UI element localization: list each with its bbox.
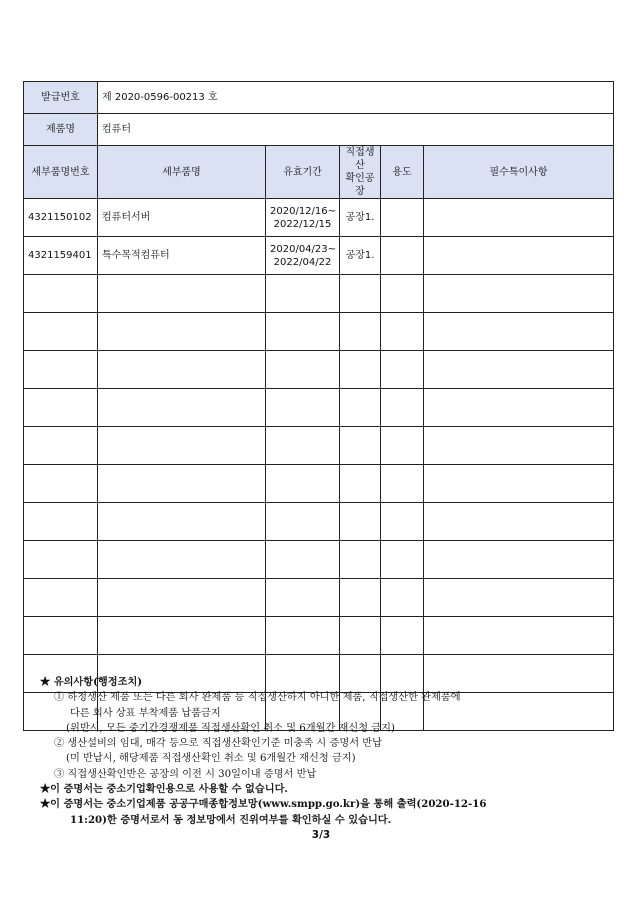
page-number: 3/3 bbox=[311, 829, 331, 841]
empty-cell bbox=[98, 579, 266, 617]
empty-cell bbox=[98, 313, 266, 351]
header-notes: 필수특이사항 bbox=[424, 146, 614, 199]
empty-cell bbox=[424, 427, 614, 465]
empty-cell bbox=[266, 503, 340, 541]
empty-cell bbox=[24, 313, 98, 351]
empty-cell bbox=[98, 351, 266, 389]
empty-cell bbox=[266, 351, 340, 389]
empty-cell bbox=[340, 351, 381, 389]
empty-cell bbox=[340, 313, 381, 351]
empty-cell bbox=[24, 541, 98, 579]
empty-cell bbox=[381, 503, 424, 541]
notes-heading: ★ 유의사항(행정조치) bbox=[40, 676, 143, 688]
note-item-1-line-3: (위반시, 모든 중기간경쟁제품 직접생산확인 취소 및 6개월간 재신청 금지) bbox=[66, 722, 395, 734]
notes-section bbox=[40, 675, 620, 828]
header-factory bbox=[340, 146, 381, 199]
row-notes bbox=[424, 237, 614, 275]
empty-row bbox=[24, 313, 614, 351]
empty-cell bbox=[340, 465, 381, 503]
header-factory-line2: 확인공장 bbox=[345, 173, 375, 197]
header-factory-line1: 직접생산 bbox=[345, 147, 375, 171]
empty-cell bbox=[98, 465, 266, 503]
row-factory: 공장1. bbox=[340, 237, 381, 275]
header-validity: 유효기간 bbox=[266, 146, 340, 199]
empty-cell bbox=[24, 389, 98, 427]
table-row bbox=[24, 237, 614, 275]
row-name: 특수목적컴퓨터 bbox=[98, 237, 266, 275]
empty-cell bbox=[381, 465, 424, 503]
empty-cell bbox=[424, 465, 614, 503]
row-usage bbox=[381, 237, 424, 275]
empty-cell bbox=[340, 617, 381, 655]
empty-cell bbox=[266, 579, 340, 617]
row-notes bbox=[424, 199, 614, 237]
empty-cell bbox=[424, 351, 614, 389]
note-item-3: ③ 직접생산확인반은 공장의 이전 시 30일이내 증명서 반납 bbox=[54, 768, 317, 780]
empty-cell bbox=[98, 275, 266, 313]
empty-row bbox=[24, 427, 614, 465]
note-item-2-line-1: ② 생산설비의 임대, 매각 등으로 직접생산확인기준 미충족 시 증명서 반납 bbox=[54, 738, 382, 750]
empty-cell bbox=[381, 313, 424, 351]
empty-cell bbox=[381, 275, 424, 313]
empty-cell bbox=[266, 465, 340, 503]
table-row bbox=[24, 199, 614, 237]
column-header-row bbox=[24, 146, 614, 199]
empty-row bbox=[24, 351, 614, 389]
empty-cell bbox=[424, 275, 614, 313]
empty-cell bbox=[381, 427, 424, 465]
empty-cell bbox=[424, 579, 614, 617]
row-validity-to: 2022/04/22 bbox=[273, 256, 332, 268]
note-item-1-line-2: 다른 회사 상표 부착제품 납품금지 bbox=[70, 707, 221, 719]
issue-number-value: 제 2020-0596-00213 호 bbox=[98, 82, 614, 114]
empty-cell bbox=[98, 617, 266, 655]
empty-cell bbox=[24, 503, 98, 541]
row-validity-to: 2022/12/15 bbox=[273, 218, 332, 230]
header-usage: 용도 bbox=[381, 146, 424, 199]
empty-cell bbox=[24, 617, 98, 655]
empty-cell bbox=[24, 275, 98, 313]
empty-cell bbox=[98, 503, 266, 541]
empty-row bbox=[24, 275, 614, 313]
empty-cell bbox=[266, 541, 340, 579]
row-validity bbox=[266, 237, 340, 275]
empty-cell bbox=[340, 503, 381, 541]
empty-cell bbox=[266, 275, 340, 313]
empty-cell bbox=[266, 617, 340, 655]
row-validity-from: 2020/04/23~ bbox=[270, 243, 337, 255]
empty-cell bbox=[381, 541, 424, 579]
header-code: 세부품명번호 bbox=[24, 146, 98, 199]
empty-row bbox=[24, 389, 614, 427]
header-name: 세부품명 bbox=[98, 146, 266, 199]
empty-row bbox=[24, 541, 614, 579]
empty-cell bbox=[424, 617, 614, 655]
row-validity-from: 2020/12/16~ bbox=[270, 205, 337, 217]
empty-cell bbox=[340, 541, 381, 579]
empty-cell bbox=[424, 541, 614, 579]
empty-cell bbox=[381, 389, 424, 427]
empty-cell bbox=[381, 617, 424, 655]
empty-row bbox=[24, 579, 614, 617]
empty-cell bbox=[24, 427, 98, 465]
empty-cell bbox=[424, 313, 614, 351]
note-star-3-line-1: ★이 증명서는 중소기업제품 공공구매종합정보망(www.smpp.go.kr)을 통해 출력(2020-12-16 bbox=[40, 798, 487, 811]
note-item-2-line-2: (미 반납시, 해당제품 직접생산확인 취소 및 6개월간 재신청 금지) bbox=[66, 753, 356, 765]
empty-cell bbox=[424, 389, 614, 427]
empty-cell bbox=[98, 427, 266, 465]
empty-cell bbox=[24, 579, 98, 617]
empty-cell bbox=[340, 427, 381, 465]
issue-number-row bbox=[24, 82, 614, 114]
empty-row bbox=[24, 617, 614, 655]
note-item-1-line-1: ① 하청생산 제품 또는 다른 회사 완제품 등 직접생산하지 아니한 제품, 직접생산한 완제품에 bbox=[54, 692, 461, 704]
note-star-3-line-2: 11:20)한 증명서로서 동 정보망에서 진위여부를 확인하실 수 있습니다. bbox=[70, 813, 392, 826]
empty-cell bbox=[340, 389, 381, 427]
empty-cell bbox=[381, 351, 424, 389]
row-code: 4321150102 bbox=[24, 199, 98, 237]
empty-cell bbox=[98, 389, 266, 427]
row-usage bbox=[381, 199, 424, 237]
row-factory: 공장1. bbox=[340, 199, 381, 237]
row-code: 4321159401 bbox=[24, 237, 98, 275]
empty-cell bbox=[24, 465, 98, 503]
empty-cell bbox=[266, 389, 340, 427]
empty-cell bbox=[98, 541, 266, 579]
note-star-2: ★이 증명서는 중소기업확인용으로 사용할 수 없습니다. bbox=[40, 783, 288, 796]
empty-cell bbox=[340, 579, 381, 617]
empty-cell bbox=[266, 313, 340, 351]
empty-cell bbox=[24, 351, 98, 389]
product-name-label: 제품명 bbox=[24, 114, 98, 146]
empty-cell bbox=[381, 579, 424, 617]
row-name: 컴퓨터서버 bbox=[98, 199, 266, 237]
certificate-table bbox=[23, 81, 614, 731]
issue-number-label: 발급번호 bbox=[24, 82, 98, 114]
empty-cell bbox=[424, 503, 614, 541]
row-validity bbox=[266, 199, 340, 237]
product-name-row bbox=[24, 114, 614, 146]
empty-cell bbox=[340, 275, 381, 313]
product-name-value: 컴퓨터 bbox=[98, 114, 614, 146]
empty-row bbox=[24, 503, 614, 541]
empty-cell bbox=[266, 427, 340, 465]
empty-row bbox=[24, 465, 614, 503]
